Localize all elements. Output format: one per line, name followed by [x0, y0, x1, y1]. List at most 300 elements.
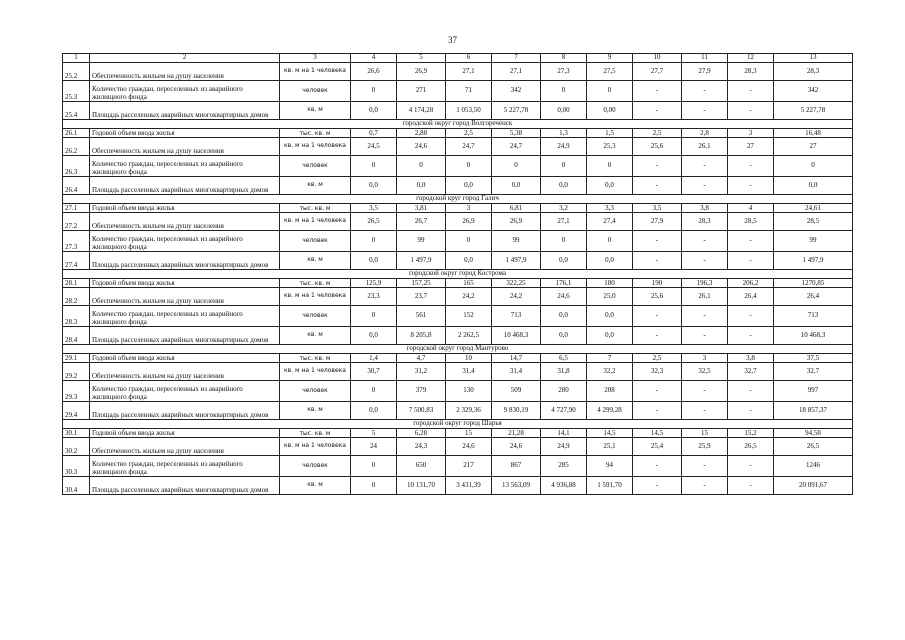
column-number-cell: 1: [63, 54, 90, 63]
indicator-name: Количество граждан, переселенных из аварийного жилищного фонда: [90, 156, 280, 177]
unit-cell: человек: [280, 306, 351, 327]
value-cell: 14,7: [492, 354, 541, 363]
value-cell: 190: [633, 279, 682, 288]
value-cell: 24,6: [492, 438, 541, 456]
value-cell: 23,3: [351, 288, 397, 306]
value-cell: 1,3: [541, 129, 587, 138]
indicator-name: Обеспеченность жильем на душу населения: [90, 213, 280, 231]
row-index: 28.3: [63, 306, 90, 327]
row-index: 25.3: [63, 81, 90, 102]
value-cell: -: [728, 306, 774, 327]
value-cell: 0: [587, 231, 633, 252]
section-title: городской округ город Волгореченск: [63, 120, 853, 129]
value-cell: 0,0: [351, 102, 397, 120]
value-cell: 4 174,28: [397, 102, 446, 120]
row-index: 25.4: [63, 102, 90, 120]
value-cell: -: [633, 477, 682, 495]
value-cell: -: [633, 327, 682, 345]
indicator-name: Количество граждан, переселенных из аварийного жилищного фонда: [90, 231, 280, 252]
value-cell: 0,0: [587, 252, 633, 270]
row-index: 27.1: [63, 204, 90, 213]
table-row: [63, 129, 853, 138]
row-index: 25.2: [63, 63, 90, 81]
value-cell: 561: [397, 306, 446, 327]
value-cell: 271: [397, 81, 446, 102]
table-row: [63, 213, 853, 231]
value-cell: 5,38: [492, 129, 541, 138]
value-cell: 176,1: [541, 279, 587, 288]
value-cell: 342: [774, 81, 853, 102]
section-title-row: [63, 270, 853, 279]
column-number-cell: 11: [682, 54, 728, 63]
value-cell: 1270,85: [774, 279, 853, 288]
value-cell: 25,6: [633, 138, 682, 156]
value-cell: 0,0: [446, 177, 492, 195]
value-cell: 4: [728, 204, 774, 213]
value-cell: 0,0: [541, 252, 587, 270]
value-cell: 206,2: [728, 279, 774, 288]
value-cell: -: [728, 252, 774, 270]
value-cell: -: [633, 402, 682, 420]
value-cell: 10 468,3: [774, 327, 853, 345]
value-cell: 28,5: [774, 213, 853, 231]
value-cell: 0: [492, 156, 541, 177]
column-number-cell: 10: [633, 54, 682, 63]
unit-cell: тыс. кв. м: [280, 279, 351, 288]
data-table: [62, 53, 853, 495]
column-number-cell: 3: [280, 54, 351, 63]
value-cell: -: [682, 177, 728, 195]
value-cell: 3,5: [633, 204, 682, 213]
value-cell: 713: [774, 306, 853, 327]
value-cell: 27,5: [587, 63, 633, 81]
table-row: [63, 252, 853, 270]
value-cell: 2,5: [633, 129, 682, 138]
value-cell: 509: [492, 381, 541, 402]
section-title-row: [63, 195, 853, 204]
value-cell: 28,3: [682, 213, 728, 231]
value-cell: 25,0: [587, 288, 633, 306]
value-cell: 3: [446, 204, 492, 213]
unit-cell: кв. м: [280, 402, 351, 420]
value-cell: 3: [682, 354, 728, 363]
section-title: городской округ город Шарья: [63, 420, 853, 429]
value-cell: 322,25: [492, 279, 541, 288]
value-cell: -: [682, 306, 728, 327]
value-cell: -: [633, 231, 682, 252]
value-cell: 32,3: [633, 363, 682, 381]
value-cell: 0: [351, 306, 397, 327]
table-row: [63, 354, 853, 363]
page-number: 37: [448, 35, 457, 45]
value-cell: 650: [397, 456, 446, 477]
value-cell: 165: [446, 279, 492, 288]
value-cell: 27,1: [492, 63, 541, 81]
value-cell: 0,0: [351, 402, 397, 420]
value-cell: 1 497,9: [774, 252, 853, 270]
value-cell: 0,0: [541, 306, 587, 327]
value-cell: 26,1: [682, 288, 728, 306]
value-cell: 180: [587, 279, 633, 288]
value-cell: 0,0: [351, 252, 397, 270]
row-index: 29.3: [63, 381, 90, 402]
value-cell: 2,5: [633, 354, 682, 363]
unit-cell: кв. м на 1 человека: [280, 63, 351, 81]
value-cell: 28,5: [728, 213, 774, 231]
indicator-name: Обеспеченность жильем на душу населения: [90, 363, 280, 381]
row-index: 29.4: [63, 402, 90, 420]
unit-cell: тыс. кв. м: [280, 354, 351, 363]
indicator-name: Обеспеченность жильем на душу населения: [90, 438, 280, 456]
column-number-cell: 13: [774, 54, 853, 63]
row-index: 26.2: [63, 138, 90, 156]
value-cell: 208: [587, 381, 633, 402]
value-cell: 15: [446, 429, 492, 438]
value-cell: 13 563,09: [492, 477, 541, 495]
value-cell: 4 299,28: [587, 402, 633, 420]
row-index: 28.4: [63, 327, 90, 345]
value-cell: 0,0: [587, 327, 633, 345]
value-cell: 3,8: [728, 354, 774, 363]
value-cell: 130: [446, 381, 492, 402]
value-cell: 6,5: [541, 354, 587, 363]
value-cell: 3,2: [541, 204, 587, 213]
value-cell: 26,7: [397, 213, 446, 231]
value-cell: 26,5: [728, 438, 774, 456]
value-cell: 24,6: [397, 138, 446, 156]
value-cell: 0,0: [351, 327, 397, 345]
value-cell: 24,6: [446, 438, 492, 456]
value-cell: 32,7: [728, 363, 774, 381]
value-cell: 15,2: [728, 429, 774, 438]
value-cell: 2,88: [397, 129, 446, 138]
value-cell: 27,1: [446, 63, 492, 81]
table-row: [63, 402, 853, 420]
value-cell: 9 830,19: [492, 402, 541, 420]
value-cell: 25,6: [633, 288, 682, 306]
indicator-name: Годовой объем ввода жилья: [90, 354, 280, 363]
value-cell: 24,61: [774, 204, 853, 213]
value-cell: 26,1: [682, 138, 728, 156]
table-row: [63, 327, 853, 345]
value-cell: 20 091,67: [774, 477, 853, 495]
unit-cell: человек: [280, 456, 351, 477]
value-cell: 0,0: [587, 177, 633, 195]
value-cell: 30,7: [351, 363, 397, 381]
value-cell: -: [633, 306, 682, 327]
table-row: [63, 288, 853, 306]
value-cell: -: [728, 402, 774, 420]
column-number-row: [63, 54, 853, 63]
value-cell: 0: [774, 156, 853, 177]
value-cell: 379: [397, 381, 446, 402]
value-cell: -: [633, 381, 682, 402]
value-cell: 1,5: [587, 129, 633, 138]
value-cell: 24,7: [492, 138, 541, 156]
value-cell: -: [682, 477, 728, 495]
column-number-cell: 9: [587, 54, 633, 63]
table-row: [63, 231, 853, 252]
unit-cell: кв. м: [280, 477, 351, 495]
value-cell: 10 131,70: [397, 477, 446, 495]
indicator-name: Годовой объем ввода жилья: [90, 129, 280, 138]
value-cell: 14,5: [587, 429, 633, 438]
value-cell: 8 205,8: [397, 327, 446, 345]
column-number-cell: 4: [351, 54, 397, 63]
indicator-name: Годовой объем ввода жилья: [90, 279, 280, 288]
value-cell: 26,6: [351, 63, 397, 81]
table-row: [63, 477, 853, 495]
value-cell: 0,0: [446, 252, 492, 270]
value-cell: 1 497,9: [492, 252, 541, 270]
value-cell: -: [728, 102, 774, 120]
value-cell: 27,4: [587, 213, 633, 231]
value-cell: 71: [446, 81, 492, 102]
value-cell: 24,6: [541, 288, 587, 306]
value-cell: -: [633, 102, 682, 120]
column-number-cell: 7: [492, 54, 541, 63]
value-cell: 10: [446, 354, 492, 363]
value-cell: 0,00: [587, 102, 633, 120]
indicator-name: Количество граждан, переселенных из аварийного жилищного фонда: [90, 306, 280, 327]
column-number-cell: 5: [397, 54, 446, 63]
value-cell: 26,5: [774, 438, 853, 456]
unit-cell: тыс. кв. м: [280, 129, 351, 138]
value-cell: -: [682, 252, 728, 270]
value-cell: 3,5: [351, 204, 397, 213]
value-cell: 3,3: [587, 204, 633, 213]
value-cell: -: [728, 327, 774, 345]
value-cell: 0: [351, 381, 397, 402]
indicator-name: Площадь расселенных аварийных многоквартирных домов: [90, 327, 280, 345]
value-cell: 27,7: [633, 63, 682, 81]
value-cell: 2,5: [446, 129, 492, 138]
value-cell: 24,3: [397, 438, 446, 456]
value-cell: 4,7: [397, 354, 446, 363]
value-cell: 152: [446, 306, 492, 327]
value-cell: 280: [541, 381, 587, 402]
indicator-name: Обеспеченность жильем на душу населения: [90, 63, 280, 81]
row-index: 26.4: [63, 177, 90, 195]
indicator-name: Площадь расселенных аварийных многоквартирных домов: [90, 402, 280, 420]
value-cell: 0: [587, 81, 633, 102]
value-cell: 21,28: [492, 429, 541, 438]
value-cell: 997: [774, 381, 853, 402]
value-cell: 18 857,37: [774, 402, 853, 420]
indicator-name: Обеспеченность жильем на душу населения: [90, 288, 280, 306]
value-cell: 1 591,70: [587, 477, 633, 495]
row-index: 28.2: [63, 288, 90, 306]
value-cell: 5 227,78: [492, 102, 541, 120]
value-cell: 37,5: [774, 354, 853, 363]
value-cell: 32,5: [682, 363, 728, 381]
value-cell: 27,3: [541, 63, 587, 81]
value-cell: 0: [587, 156, 633, 177]
value-cell: 4 936,88: [541, 477, 587, 495]
value-cell: 0: [541, 156, 587, 177]
section-title: городской округ город Мантурово: [63, 345, 853, 354]
row-index: 26.1: [63, 129, 90, 138]
value-cell: 1 497,9: [397, 252, 446, 270]
table-body: [63, 54, 853, 495]
value-cell: 24,9: [541, 438, 587, 456]
column-number-cell: 6: [446, 54, 492, 63]
value-cell: 31,8: [541, 363, 587, 381]
value-cell: 2 262,5: [446, 327, 492, 345]
value-cell: 15: [682, 429, 728, 438]
value-cell: 31,4: [492, 363, 541, 381]
table-row: [63, 63, 853, 81]
indicator-name: Количество граждан, переселенных из аварийного жилищного фонда: [90, 456, 280, 477]
value-cell: 24,2: [492, 288, 541, 306]
value-cell: 0: [446, 156, 492, 177]
value-cell: -: [682, 231, 728, 252]
value-cell: 285: [541, 456, 587, 477]
value-cell: 6,81: [492, 204, 541, 213]
value-cell: 7: [587, 354, 633, 363]
value-cell: -: [633, 81, 682, 102]
unit-cell: человек: [280, 381, 351, 402]
indicator-name: Годовой объем ввода жилья: [90, 429, 280, 438]
value-cell: 26,9: [492, 213, 541, 231]
value-cell: 6,28: [397, 429, 446, 438]
value-cell: 27: [774, 138, 853, 156]
unit-cell: человек: [280, 81, 351, 102]
value-cell: 5: [351, 429, 397, 438]
section-title-row: [63, 420, 853, 429]
table-row: [63, 363, 853, 381]
value-cell: 99: [492, 231, 541, 252]
indicator-name: Обеспеченность жильем на душу населения: [90, 138, 280, 156]
value-cell: -: [682, 81, 728, 102]
row-index: 29.2: [63, 363, 90, 381]
section-title-row: [63, 345, 853, 354]
value-cell: 24: [351, 438, 397, 456]
table-row: [63, 177, 853, 195]
row-index: 27.3: [63, 231, 90, 252]
unit-cell: кв. м: [280, 252, 351, 270]
value-cell: 3,8: [682, 204, 728, 213]
unit-cell: кв. м: [280, 102, 351, 120]
value-cell: 3,81: [397, 204, 446, 213]
value-cell: -: [682, 381, 728, 402]
value-cell: -: [682, 327, 728, 345]
indicator-name: Площадь расселенных аварийных многоквартирных домов: [90, 252, 280, 270]
row-index: 27.4: [63, 252, 90, 270]
indicator-name: Годовой объем ввода жилья: [90, 204, 280, 213]
value-cell: 5 227,78: [774, 102, 853, 120]
value-cell: 32,7: [774, 363, 853, 381]
value-cell: 0: [351, 231, 397, 252]
value-cell: -: [728, 156, 774, 177]
value-cell: 14,1: [541, 429, 587, 438]
value-cell: 26,4: [728, 288, 774, 306]
column-number-cell: 2: [90, 54, 280, 63]
value-cell: 26,5: [351, 213, 397, 231]
value-cell: 94: [587, 456, 633, 477]
value-cell: 125,9: [351, 279, 397, 288]
value-cell: 27,9: [682, 63, 728, 81]
value-cell: 31,2: [397, 363, 446, 381]
value-cell: 867: [492, 456, 541, 477]
value-cell: 196,3: [682, 279, 728, 288]
unit-cell: кв. м на 1 человека: [280, 363, 351, 381]
table-row: [63, 102, 853, 120]
value-cell: 217: [446, 456, 492, 477]
value-cell: 157,25: [397, 279, 446, 288]
value-cell: -: [682, 102, 728, 120]
value-cell: -: [728, 477, 774, 495]
value-cell: 25,3: [587, 138, 633, 156]
value-cell: -: [728, 81, 774, 102]
value-cell: 342: [492, 81, 541, 102]
value-cell: -: [682, 456, 728, 477]
value-cell: 31,4: [446, 363, 492, 381]
value-cell: -: [728, 231, 774, 252]
value-cell: 94,58: [774, 429, 853, 438]
value-cell: 0: [446, 231, 492, 252]
unit-cell: кв. м на 1 человека: [280, 213, 351, 231]
value-cell: -: [682, 156, 728, 177]
indicator-name: Площадь расселенных аварийных многоквартирных домов: [90, 102, 280, 120]
value-cell: -: [682, 402, 728, 420]
table-row: [63, 156, 853, 177]
value-cell: 10 468,3: [492, 327, 541, 345]
table-row: [63, 438, 853, 456]
value-cell: 0: [351, 477, 397, 495]
table-row: [63, 381, 853, 402]
value-cell: 0: [397, 156, 446, 177]
value-cell: 0,00: [541, 102, 587, 120]
value-cell: 0,0: [492, 177, 541, 195]
value-cell: 27: [728, 138, 774, 156]
unit-cell: кв. м на 1 человека: [280, 288, 351, 306]
section-title: городской круг город Галич: [63, 195, 853, 204]
value-cell: 0,7: [351, 129, 397, 138]
value-cell: 0,0: [351, 177, 397, 195]
table-row: [63, 279, 853, 288]
value-cell: 2,8: [682, 129, 728, 138]
value-cell: 27,9: [633, 213, 682, 231]
value-cell: 24,5: [351, 138, 397, 156]
value-cell: 3 431,39: [446, 477, 492, 495]
table-row: [63, 429, 853, 438]
value-cell: 0: [541, 231, 587, 252]
value-cell: 25,4: [633, 438, 682, 456]
value-cell: 713: [492, 306, 541, 327]
value-cell: 26,4: [774, 288, 853, 306]
row-index: 30.3: [63, 456, 90, 477]
table-row: [63, 306, 853, 327]
value-cell: 24,2: [446, 288, 492, 306]
value-cell: 26,9: [397, 63, 446, 81]
value-cell: -: [728, 381, 774, 402]
value-cell: -: [633, 156, 682, 177]
unit-cell: кв. м: [280, 327, 351, 345]
value-cell: 16,48: [774, 129, 853, 138]
value-cell: 0,0: [541, 327, 587, 345]
row-index: 28.1: [63, 279, 90, 288]
value-cell: 14,5: [633, 429, 682, 438]
value-cell: 28,3: [774, 63, 853, 81]
unit-cell: тыс. кв. м: [280, 429, 351, 438]
indicator-name: Площадь расселенных аварийных многоквартирных домов: [90, 477, 280, 495]
value-cell: 99: [774, 231, 853, 252]
row-index: 30.4: [63, 477, 90, 495]
value-cell: 24,7: [446, 138, 492, 156]
unit-cell: кв. м на 1 человека: [280, 438, 351, 456]
value-cell: -: [728, 456, 774, 477]
